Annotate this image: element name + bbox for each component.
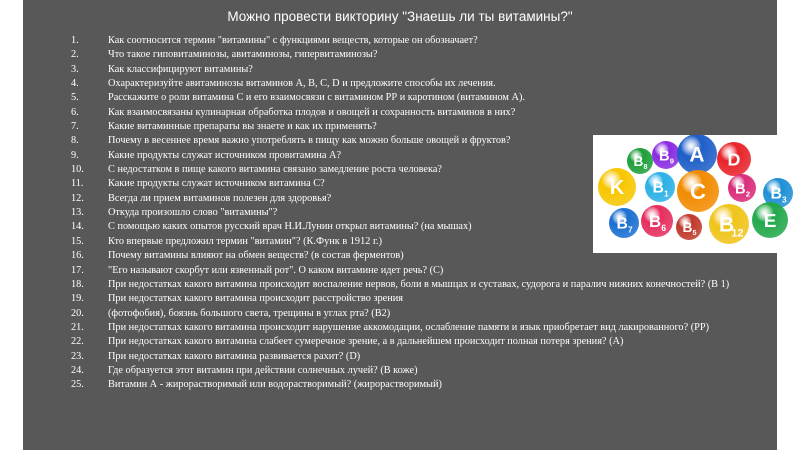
vitamin-ball-label: D xyxy=(727,149,741,170)
vitamin-ball xyxy=(676,214,702,240)
vitamin-ball-subscript: 9 xyxy=(669,156,675,166)
vitamin-ball-label: B xyxy=(659,148,670,165)
quiz-question: 24. Где образуется этот витамин при действии солнечных лучей? (В коже) xyxy=(71,364,418,376)
vitamin-ball xyxy=(677,170,719,212)
quiz-question: 20. (фотофобия), боязнь большого света, трещины в углах рта? (В2) xyxy=(71,307,391,319)
quiz-question: 25. Витамин А - жирорастворимый или водорастворимый? (жирорастворимый) xyxy=(71,379,442,391)
quiz-question: 5. Расскажите о роли витамина С и его взаимосвязи с витамином РР и каротином (витамином А). xyxy=(71,92,525,104)
vitamin-ball-label: K xyxy=(609,177,625,200)
quiz-question: 15. Кто впервые предложил термин "витамин"? (К.Функ в 1912 г.) xyxy=(71,235,383,247)
quiz-question: 18. При недостатках какого витамина происходит воспаление нервов, боли в мышцах и суставах, судорога и паралич нижних конечностей? (В 1) xyxy=(71,278,730,290)
vitamin-ball xyxy=(717,142,751,176)
vitamin-ball-label: B xyxy=(682,219,693,235)
vitamin-ball xyxy=(609,208,639,238)
slide xyxy=(23,0,787,450)
quiz-question: 4. Охарактеризуйте авитаминозы витаминов А, В, С, D и предложите способы их лечения. xyxy=(71,78,496,90)
vitamin-ball-label: B xyxy=(649,212,662,232)
vitamin-ball-label: B xyxy=(770,185,782,203)
quiz-question: 13. Откуда произошло слово "витамины"? xyxy=(71,207,278,219)
quiz-question: 23. При недостатках какого витамина развивается рахит? (D) xyxy=(71,350,361,362)
vitamin-ball xyxy=(645,172,675,202)
vitamin-ball xyxy=(752,202,788,238)
quiz-question: 6. Как взаимосвязаны кулинарная обработка плодов и овощей и сохранность витаминов в них? xyxy=(71,106,516,118)
vitamin-ball xyxy=(677,135,717,174)
quiz-question: 17. "Его называют скорбут или язвенный рот". О каком витамине идет речь? (С) xyxy=(71,264,444,276)
vitamin-ball xyxy=(652,141,680,169)
vitamin-ball xyxy=(641,205,673,237)
vitamin-ball-label: C xyxy=(690,178,706,204)
vitamins-illustration xyxy=(593,135,800,253)
vitamin-balls-graphic xyxy=(593,135,800,253)
vitamin-ball xyxy=(709,204,749,244)
quiz-question: 8. Почему в весеннее время важно употреблять в пищу как можно больше овощей и фруктов? xyxy=(71,135,511,147)
quiz-question: 1. Как соотносится термин "витамины" с функциями веществ, которые он обозначает? xyxy=(71,35,478,46)
vitamin-ball-label: E xyxy=(763,210,777,232)
quiz-question: 9. Какие продукты служат источником провитамина А? xyxy=(71,149,342,161)
vitamin-ball-subscript: 1 xyxy=(663,188,669,199)
vitamin-ball xyxy=(598,168,636,206)
quiz-question: 2. Что такое гиповитаминозы, авитаминозы, гипервитаминозы? xyxy=(71,49,378,61)
vitamin-ball-subscript: 5 xyxy=(692,228,697,238)
vitamin-ball-label: B xyxy=(616,215,628,233)
vitamin-ball-label: A xyxy=(689,143,705,167)
quiz-question: 11. Какие продукты служат источником витамина С? xyxy=(71,178,325,190)
vitamin-ball-label: B xyxy=(633,153,644,169)
quiz-question: 7. Какие витаминные препараты вы знаете и как их применять? xyxy=(71,121,377,133)
quiz-question: 22. При недостатках какого витамина слабеет сумеречное зрение, а в дальнейшем происходит полная потеря зрения? (А) xyxy=(71,336,624,348)
vitamin-ball-label: B xyxy=(652,179,664,197)
vitamin-ball-label: B xyxy=(719,213,735,237)
quiz-question: 14. С помощью каких опытов русский врач Н.И.Лунин открыл витамины? (на мышах) xyxy=(71,221,472,233)
quiz-question: 3. Как классифицируют витамины? xyxy=(71,63,253,75)
vitamin-ball-subscript: 2 xyxy=(745,189,751,199)
quiz-question: 16. Почему витамины влияют на обмен веществ? (в состав ферментов) xyxy=(71,250,404,262)
vitamin-ball xyxy=(728,174,756,202)
slide-title: Можно провести викторину "Знаешь ли ты витамины?" xyxy=(227,9,573,24)
vitamin-ball-subscript: 6 xyxy=(661,222,667,233)
vitamin-ball-subscript: 7 xyxy=(627,224,633,235)
quiz-question: 10. С недостатком в пище какого витамина связано замедление роста человека? xyxy=(71,164,442,176)
vitamin-ball-label: B xyxy=(735,181,746,198)
vitamin-ball-subscript: 3 xyxy=(781,194,787,205)
vitamin-ball xyxy=(627,148,653,174)
vitamin-ball-subscript: 8 xyxy=(643,162,648,172)
vitamin-ball-subscript: 12 xyxy=(731,227,744,240)
quiz-question: 19. При недостатках какого витамина происходит расстройство зрения xyxy=(71,293,403,305)
quiz-question: 12. Всегда ли прием витаминов полезен для здоровья? xyxy=(71,192,332,204)
quiz-question: 21. При недостатках какого витамина происходит нарушение аккомодации, ослабление памяти и язык приобретает вид лакированного? (РР) xyxy=(71,321,710,333)
